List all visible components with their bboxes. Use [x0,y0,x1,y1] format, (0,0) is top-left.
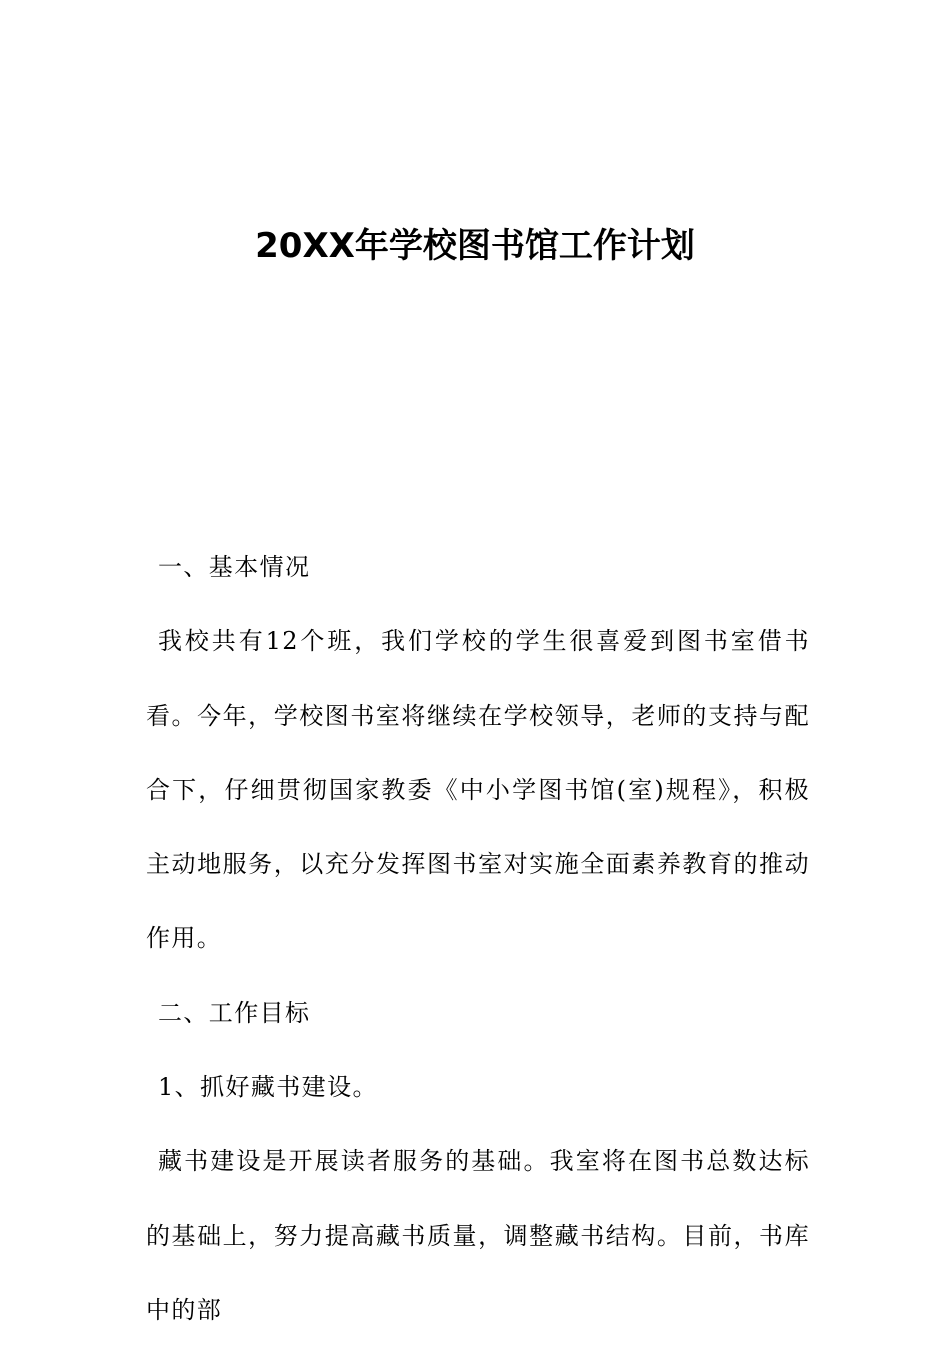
section-heading-work-goals: 二、工作目标 [158,998,311,1027]
section-heading-basic-situation: 一、基本情况 [158,553,311,581]
paragraph-collection-building: 藏书建设是开展读者服务的基础。我室将在图书总数达标的基础上，努力提高藏书质量，调整藏书结构。目前，书库中的部 [146,1147,810,1324]
paragraph-basic-situation: 我校共有12个班，我们学校的学生很喜爱到图书室借书看。今年，学校图书室将继续在学校领导，老师的支持与配合下，仔细贯彻国家教委《中小学图书馆(室)规程》，积极主动地服务，以充分发挥图书室对实施全面素养教育的推动作用。 [146,627,810,953]
document-title: 20XX年学校图书馆工作计划 [255,226,695,266]
subheading-collection-building: 1、抓好藏书建设。 [158,1073,378,1102]
document-body [146,530,810,1347]
